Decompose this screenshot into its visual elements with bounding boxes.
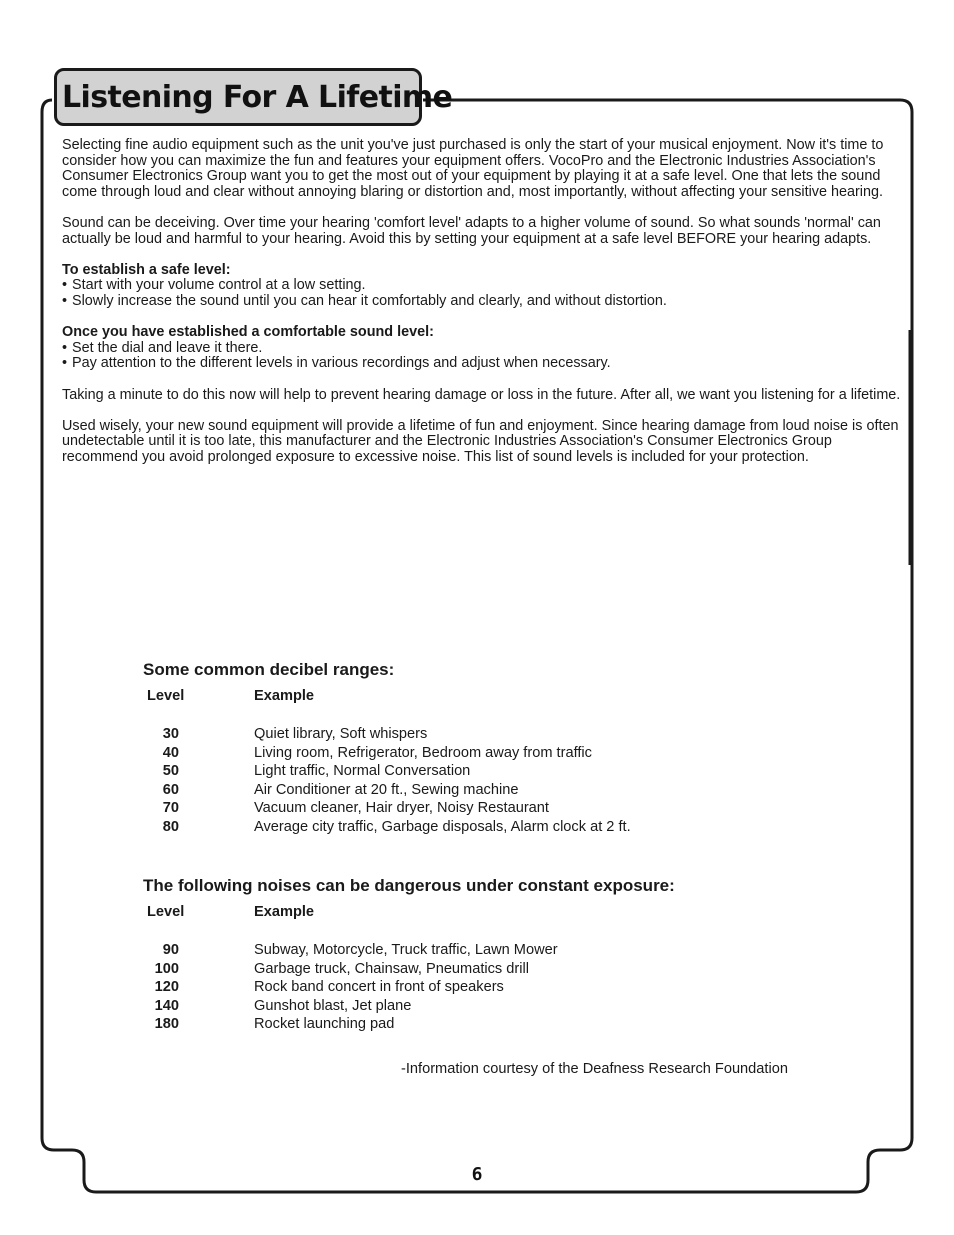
list-item: • Pay attention to the different levels in various recordings and adjust when necessary. xyxy=(62,355,611,372)
comfortable-level-list xyxy=(62,341,907,372)
table-row xyxy=(143,781,843,800)
level-cell: 60 xyxy=(162,781,179,798)
common-ranges-section xyxy=(143,660,843,837)
common-ranges-heading: Some common decibel ranges: xyxy=(143,660,395,679)
level-cell: 70 xyxy=(162,800,179,817)
table-row xyxy=(143,725,843,744)
level-cell: 140 xyxy=(154,997,179,1014)
page-number: 6 xyxy=(471,1164,483,1185)
table-row xyxy=(143,941,843,960)
example-cell: Air Conditioner at 20 ft., Sewing machine xyxy=(254,781,519,798)
list-item: • Start with your volume control at a low setting. xyxy=(62,277,366,294)
example-cell: Rocket launching pad xyxy=(254,1016,395,1033)
intro-paragraph-2: Sound can be deceiving. Over time your hearing 'comfort level' adapts to a higher volume of sound. So what sounds 'normal' can actually be loud and harmful to your hearing. Avoid this by setting your equipment at a safe level BEFORE your hearing adapts. xyxy=(62,214,881,247)
table-row xyxy=(143,818,843,837)
dangerous-noises-rows xyxy=(143,941,843,1034)
example-cell: Garbage truck, Chainsaw, Pneumatics drill xyxy=(254,960,529,977)
example-cell: Light traffic, Normal Conversation xyxy=(254,763,471,780)
level-cell: 100 xyxy=(154,960,179,977)
safe-level-heading: To establish a safe level: xyxy=(62,261,231,278)
table-row xyxy=(143,744,843,763)
table-row xyxy=(143,799,843,818)
title-box xyxy=(54,68,453,126)
example-cell: Vacuum cleaner, Hair dryer, Noisy Restaurant xyxy=(254,800,549,817)
example-cell: Living room, Refrigerator, Bedroom away from traffic xyxy=(254,744,592,761)
dangerous-noises-section xyxy=(143,876,843,1034)
example-column-header: Example xyxy=(254,688,315,704)
body-text xyxy=(62,138,907,481)
level-column-header: Level xyxy=(147,688,185,704)
common-ranges-header xyxy=(143,687,843,705)
example-cell: Average city traffic, Garbage disposals, Alarm clock at 2 ft. xyxy=(254,818,631,835)
table-row xyxy=(143,1015,843,1034)
table-row xyxy=(143,978,843,997)
source-credit: -Information courtesy of the Deafness Research Foundation xyxy=(401,1061,788,1077)
page-title: Listening For A Lifetime xyxy=(62,79,453,115)
list-item: • Slowly increase the sound until you can hear it comfortably and clearly, and without distortion. xyxy=(62,292,667,309)
intro-paragraph-1: Selecting fine audio equipment such as the unit you've just purchased is only the start of your musical enjoyment. Now it's time to consider how you can maximize the fun and features your equipment offers. VocoPro and the Electronic Industries Association's Consumer Electronics Group want you to get the most out of your equipment by playing it at a safe level. One that lets the sound come through loud and clear without annoying blaring or distortion and, most importantly, without affecting your sensitive hearing. xyxy=(62,137,884,200)
dangerous-noises-header xyxy=(143,903,843,921)
dangerous-noises-heading: The following noises can be dangerous under constant exposure: xyxy=(143,876,675,895)
example-column-header: Example xyxy=(254,904,315,920)
level-column-header: Level xyxy=(147,904,185,920)
example-cell: Gunshot blast, Jet plane xyxy=(254,997,412,1014)
level-cell: 90 xyxy=(162,942,179,958)
level-cell: 80 xyxy=(162,818,179,835)
table-row xyxy=(143,997,843,1016)
safe-level-list xyxy=(62,278,907,309)
list-item: • Set the dial and leave it there. xyxy=(62,339,263,356)
level-cell: 120 xyxy=(154,979,179,996)
level-cell: 180 xyxy=(154,1016,179,1033)
example-cell: Rock band concert in front of speakers xyxy=(254,979,504,996)
table-row xyxy=(143,762,843,781)
comfortable-level-heading: Once you have established a comfortable sound level: xyxy=(62,324,434,341)
example-cell: Quiet library, Soft whispers xyxy=(254,726,428,742)
level-cell: 40 xyxy=(162,744,179,761)
common-ranges-rows xyxy=(143,725,843,837)
outro-paragraph-2: Used wisely, your new sound equipment will provide a lifetime of fun and enjoyment. Since hearing damage from loud noise is often undetectable until it is too late, this manufacturer and the Electronic Industries Association's Consumer Electronics Group recommend you avoid prolonged exposure to excessive noise. This list of sound levels is included for your protection. xyxy=(62,417,899,465)
example-cell: Subway, Motorcycle, Truck traffic, Lawn Mower xyxy=(254,942,558,958)
level-cell: 30 xyxy=(162,726,179,742)
outro-paragraph-1: Taking a minute to do this now will help to prevent hearing damage or loss in the future. After all, we want you listening for a lifetime. xyxy=(62,386,901,403)
level-cell: 50 xyxy=(162,763,179,780)
table-row xyxy=(143,960,843,979)
